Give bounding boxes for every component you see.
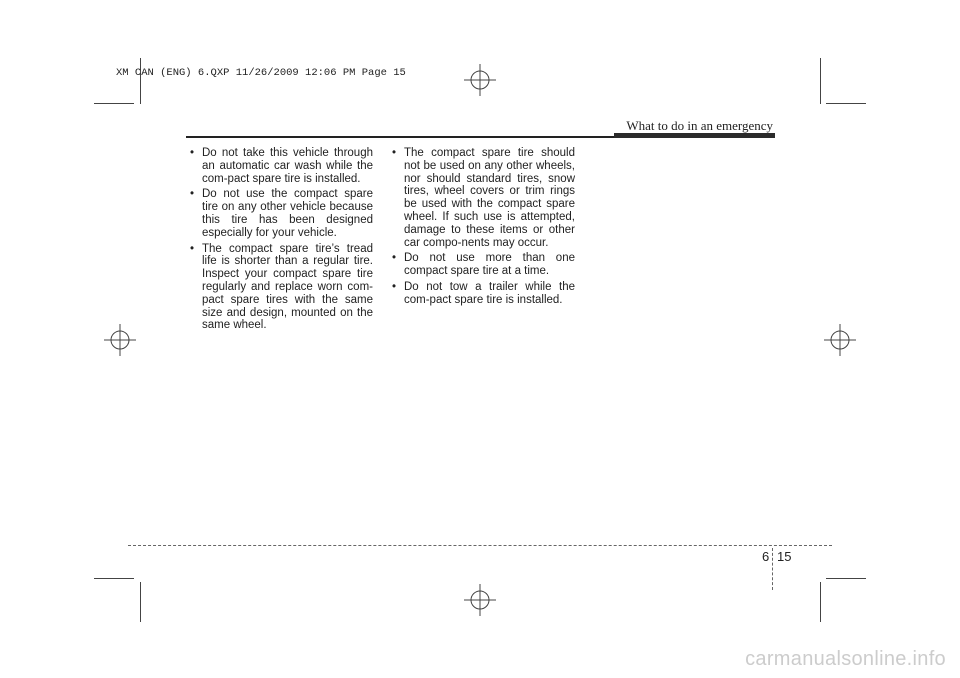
crop-mark	[140, 582, 141, 622]
registration-mark-icon	[104, 324, 136, 356]
bullet-icon: •	[190, 188, 195, 201]
bullet-icon: •	[392, 147, 397, 159]
list-item	[388, 252, 575, 278]
list-item	[186, 188, 373, 239]
crop-mark	[140, 58, 141, 104]
list-item	[388, 147, 575, 249]
list-item	[186, 243, 373, 333]
footer-rule	[128, 545, 832, 546]
bullet-icon: •	[190, 147, 195, 159]
bullet-list	[186, 147, 373, 332]
list-item-text: Do not use more than one compact spare tire at a time.	[404, 252, 575, 278]
crop-mark	[820, 58, 821, 104]
header-tab-bar	[614, 133, 775, 138]
list-item-text: Do not tow a trailer while the com-pact spare tire is installed.	[404, 280, 575, 306]
registration-mark-icon	[824, 324, 856, 356]
list-item	[388, 281, 575, 307]
registration-mark-icon	[464, 584, 496, 616]
list-item-text: Do not use the compact spare tire on any other vehicle because this tire has been designed especially for your vehicle.	[202, 188, 373, 239]
crop-mark	[820, 582, 821, 622]
left-column	[186, 147, 373, 335]
bullet-icon: •	[190, 242, 195, 255]
bullet-icon: •	[392, 280, 397, 293]
list-item-text: The compact spare tire should not be used on any other wheels, nor should standard tires, snow tires, wheel covers or trim rings be used with the compact spare wheel. If such use is attempted, damage to these items or other car compo-nents may occur.	[404, 147, 575, 249]
list-item	[186, 147, 373, 185]
chapter-number: 6	[762, 549, 770, 564]
page-number: 15	[777, 549, 792, 564]
list-item-text: The compact spare tire’s tread life is shorter than a regular tire. Inspect your compact spare tire regularly and replace worn com-pact spare tires with the same size and design, mounted on the same wheel.	[202, 242, 373, 332]
print-slug: XM CAN (ENG) 6.QXP 11/26/2009 12:06 PM Page 15	[116, 67, 406, 79]
folio-separator	[772, 548, 773, 590]
crop-mark	[94, 578, 134, 579]
section-title: What to do in an emergency	[626, 118, 773, 133]
crop-mark	[826, 578, 866, 579]
right-column	[388, 147, 575, 310]
crop-mark	[94, 103, 134, 104]
list-item-text: Do not take this vehicle through an automatic car wash while the com-pact spare tire is installed.	[202, 147, 373, 185]
bullet-list	[388, 147, 575, 307]
bullet-icon: •	[392, 252, 397, 265]
registration-mark-icon	[464, 64, 496, 96]
crop-mark	[826, 103, 866, 104]
watermark: carmanualsonline.info	[745, 648, 946, 670]
